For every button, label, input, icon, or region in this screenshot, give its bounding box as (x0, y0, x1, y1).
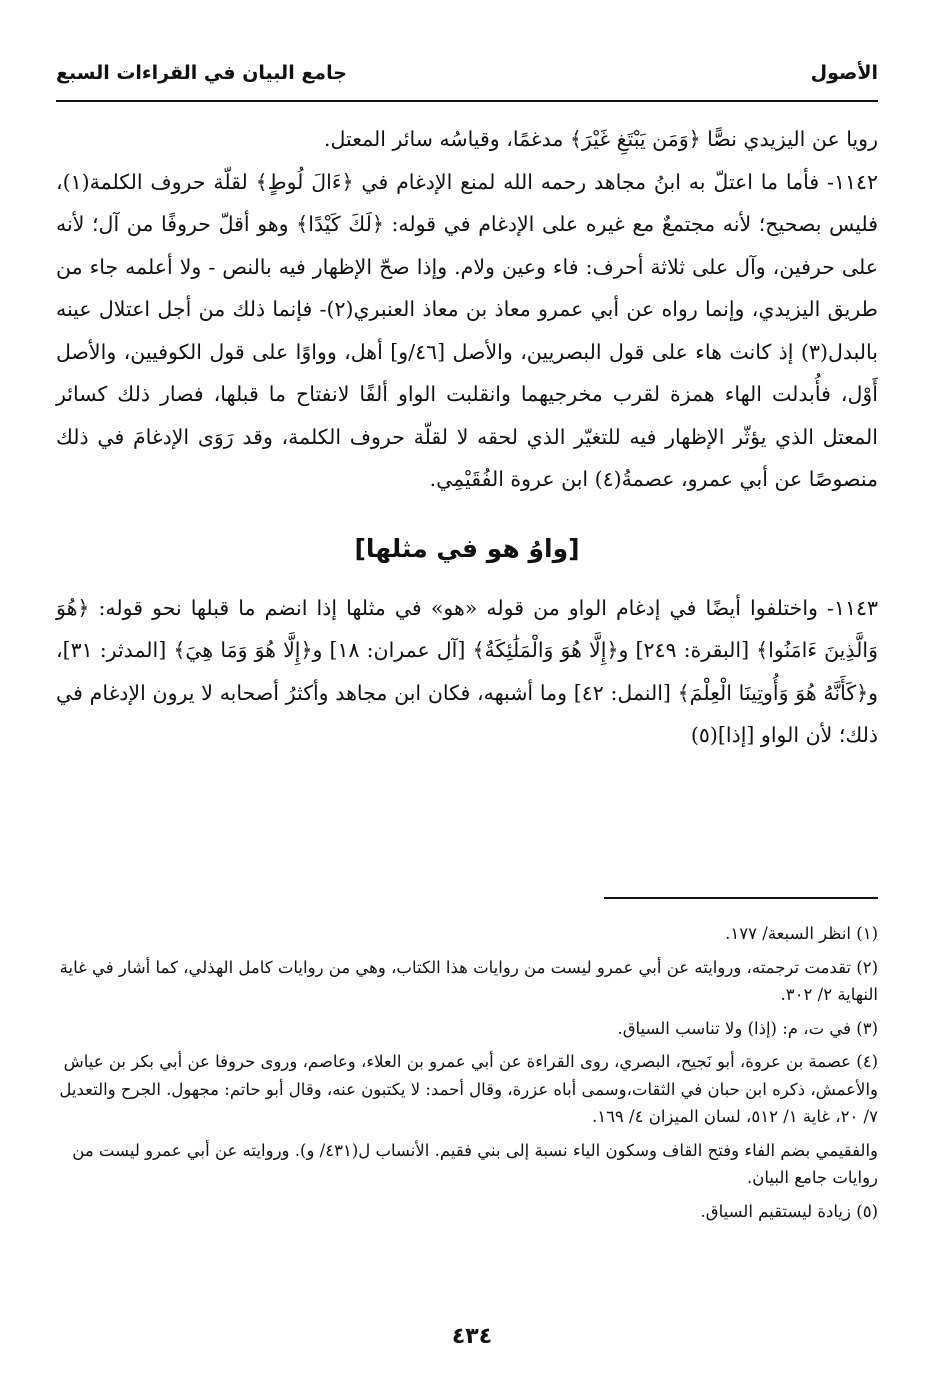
footnote-4: (٤) عصمة بن عروة، أبو نَجيح، البصري، روى القراءة عن أبي عمرو بن العلاء، وعاصم، وروى حروفا عن أبي بكر بن عياش والأعمش، ذكره ابن حبان في الثقات،وسمى أباه عزرة، وقال أحمد: لا يكتبون عنه، وقال أبو حاتم: مجهول. الجرح والتعديل ٧/ ٢٠، غاية ١/ ٥١٢، لسان الميزان ٤/ ١٦٩. (59, 1052, 878, 1126)
page-number: ٤٣٤ (451, 1324, 493, 1349)
footnotes (56, 920, 878, 1231)
header-divider (56, 100, 878, 102)
book-title: جامع البيان في القراءات السبع (56, 62, 347, 84)
section-title: الأصول (810, 62, 878, 84)
section-heading: [واوُ هو في مثلها] (354, 533, 580, 563)
main-text (56, 118, 878, 757)
footnote-2: (٢) تقدمت ترجمته، وروايته عن أبي عمرو ليست من روايات هذا الكتاب، وهي من روايات كامل الهذلي، كما أشار في غاية النهاية ٢/ ٣٠٢. (59, 957, 878, 1004)
footnote-3: (٣) في ت، م: (إذا) ولا تناسب السياق. (617, 1018, 878, 1038)
paragraph-1: رويا عن اليزيدي نصًّا ﴿وَمَن يَبْتَغِ غَيْرَ﴾ مدغمًا، وقياسُه سائر المعتل. (324, 127, 878, 151)
footnote-divider (604, 897, 878, 899)
footnote-5: (٥) زيادة ليستقيم السياق. (700, 1201, 878, 1221)
paragraph-1142: ١١٤٢- فأما ما اعتلّ به ابنُ مجاهد رحمه الله لمنع الإدغام في ﴿ءَالَ لُوطٍ﴾ لقلّة حروف الكلمة(١)، فليس بصحيح؛ لأنه مجتمعٌ مع غيره على الإدغام في قوله: ﴿لَكَ كَيْدًا﴾ وهو أقلّ حروفًا من آل؛ لأنه على حرفين، وآل على ثلاثة أحرف: فاء وعين ولام. وإذا صحّ الإظهار فيه بالنص - ولا أعلمه جاء من طريق اليزيدي، وإنما رواه عن أبي عمرو معاذ بن معاذ العنبري(٢)- فإنما ذلك من أجل اعتلال عينه بالبدل(٣) إذ كانت هاء على قول البصريين، والأصل [٤٦/و] أهل، وواوًا على قول الكوفيين، والأصل أَوْل، فأُبدلت الهاء همزة لقرب مخرجيهما وانقلبت الواو ألفًا لانفتاح ما قبلها، فصار ذلك كسائر المعتل الذي يؤثّر الإظهار فيه للتغيّر الذي لحقه لا لقلّة حروف الكلمة، وقد رَوَى الإدغامَ في ذلك منصوصًا عن أبي عمرو، عصمةُ(٤) ابن عروة الفُقَيْمِي. (56, 169, 878, 491)
footnote-4-continued: والفقيمي بضم الفاء وفتح القاف وسكون الياء نسبة إلى بني فقيم. الأنساب ل(٤٣١/ و). وروايته عن أبي عمرو ليست من روايات جامع البيان. (72, 1140, 878, 1187)
running-header (56, 58, 878, 98)
footnote-1: (١) انظر السبعة/ ١٧٧. (725, 924, 878, 943)
paragraph-1143: ١١٤٣- واختلفوا أيضًا في إدغام الواو من قوله «هو» في مثلها إذا انضم ما قبلها نحو قوله: ﴿هُوَ وَالَّذِينَ ءَامَنُوا﴾ [البقرة: ٢٤٩] و﴿إِلَّا هُوَ وَالْمَلَٰئِكَةُ﴾ [آل عمران: ١٨] و﴿إِلَّا هُوَ وَمَا هِيَ﴾ [المدثر: ٣١]، و﴿كَأَنَّهُ هُوَ وَأُوتِينَا الْعِلْمَ﴾ [النمل: ٤٢] وما أشبهه، فكان ابن مجاهد وأكثرُ أصحابه لا يرون الإدغام في ذلك؛ لأن الواو [إذا](٥) (56, 595, 878, 747)
